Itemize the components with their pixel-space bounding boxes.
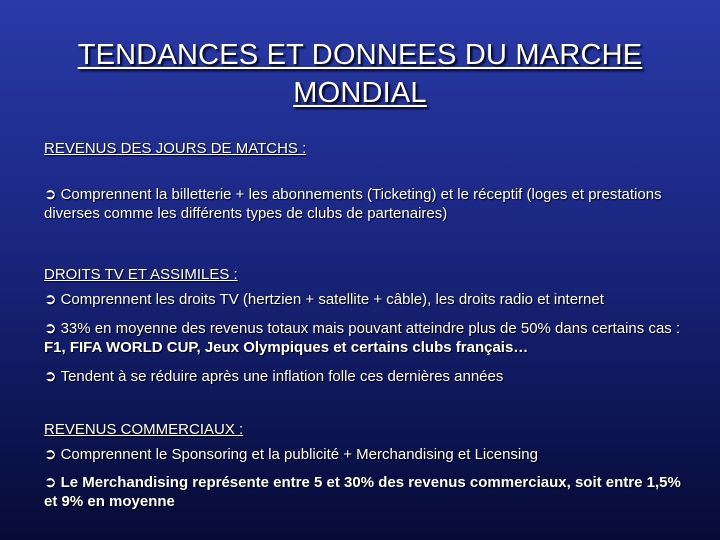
- bullet-commercial-2: [44, 473, 684, 511]
- bullet-tv-rights-3: [44, 367, 684, 386]
- bullet-match-day-1: [44, 185, 684, 223]
- arrow-bullet-icon: ➲: [44, 474, 57, 491]
- slide-title: [40, 36, 680, 112]
- section-heading-match-day: REVENUS DES JOURS DE MATCHS :: [44, 140, 307, 157]
- section-heading-tv-rights: DROITS TV ET ASSIMILES :: [44, 266, 238, 283]
- bullet-tv-rights-2: [44, 319, 684, 357]
- bullet-text: Comprennent les droits TV (hertzien + satellite + câble), les droits radio et internet: [60, 291, 604, 308]
- slide-title-line-1: TENDANCES ET DONNEES DU MARCHE: [77, 39, 643, 71]
- bullet-tv-rights-1: [44, 290, 684, 309]
- arrow-bullet-icon: ➲: [44, 368, 57, 385]
- arrow-bullet-icon: ➲: [44, 186, 57, 203]
- slide-title-line-2: MONDIAL: [293, 77, 427, 109]
- arrow-bullet-icon: ➲: [44, 291, 57, 308]
- arrow-bullet-icon: ➲: [44, 446, 57, 463]
- bullet-text: Comprennent le Sponsoring et la publicité + Merchandising et Licensing: [60, 446, 538, 463]
- bullet-text: 33% en moyenne des revenus totaux mais pouvant atteindre plus de 50% dans certains cas :: [60, 320, 681, 337]
- bullet-text: Tendent à se réduire après une inflation folle ces dernières années: [60, 368, 504, 385]
- arrow-bullet-icon: ➲: [44, 320, 57, 337]
- bullet-text-bold: F1, FIFA WORLD CUP, Jeux Olympiques et certains clubs français…: [44, 339, 529, 356]
- bullet-text: Le Merchandising représente entre 5 et 30% des revenus commerciaux, soit entre 1,5% et 9% en moyenne: [44, 474, 681, 510]
- section-heading-commercial: REVENUS COMMERCIAUX :: [44, 421, 244, 438]
- bullet-text: Comprennent la billetterie + les abonnements (Ticketing) et le réceptif (loges et prestations diverses comme les différents types de clubs de partenaires): [44, 186, 662, 222]
- bullet-commercial-1: [44, 445, 684, 464]
- slide-body: [44, 139, 684, 511]
